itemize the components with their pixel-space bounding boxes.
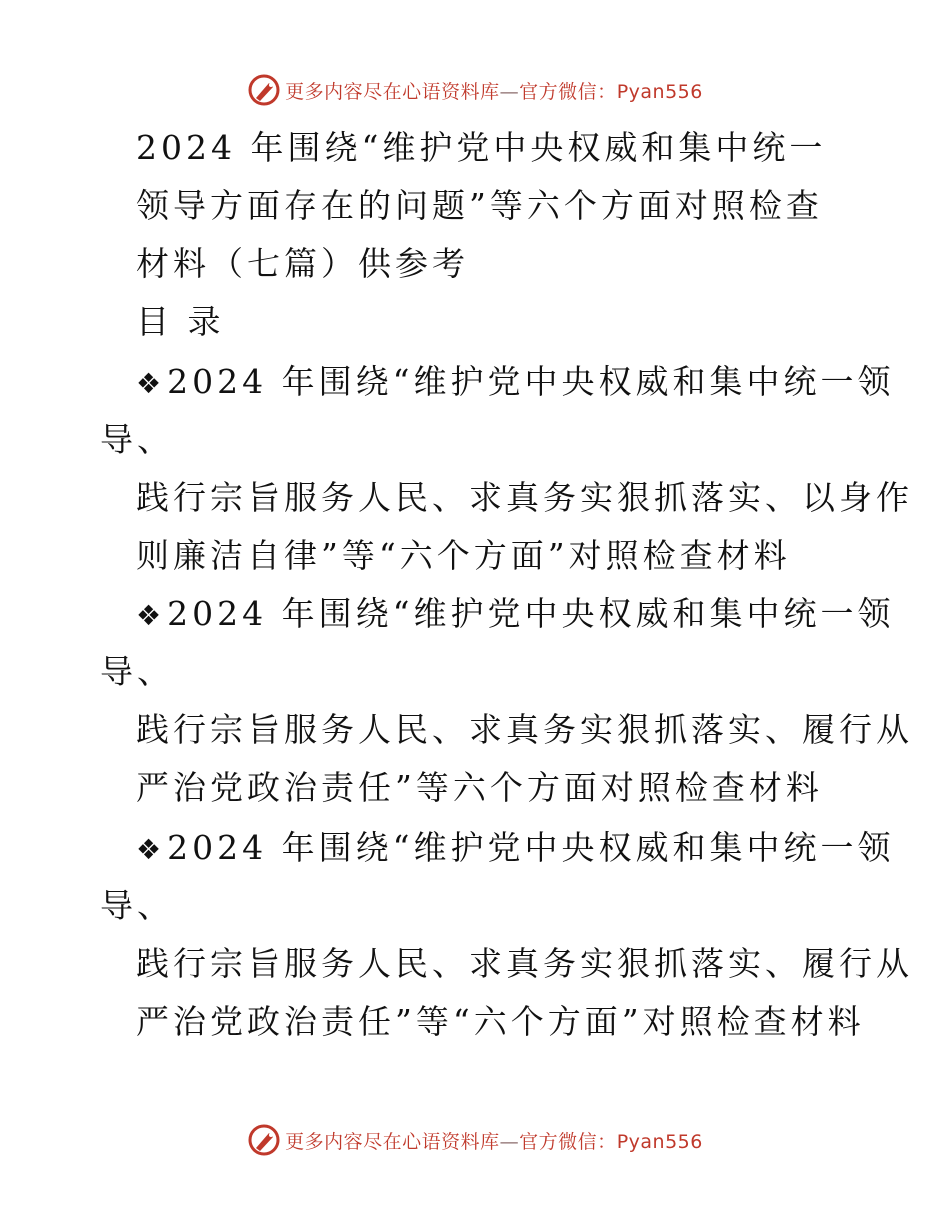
doc-title-line-3: 材料（七篇）供参考 [136, 244, 469, 283]
toc-entry-1-line-4: 则廉洁自律”等“六个方面”对照检查材料 [136, 536, 791, 575]
footer-watermark [0, 1120, 950, 1160]
bullet-diamond-icon: ❖ [136, 833, 166, 866]
toc-entry-2-line-4: 严治党政治责任”等六个方面对照检查材料 [136, 768, 823, 807]
bullet-diamond-icon: ❖ [136, 599, 166, 632]
bullet-diamond-icon: ❖ [136, 367, 166, 400]
toc-entry-1-line-1: ❖2024 年围绕“维护党中央权威和集中统一领 [136, 362, 895, 401]
pen-logo-icon [247, 73, 281, 107]
doc-title-line-1: 2024 年围绕“维护党中央权威和集中统一 [136, 128, 827, 167]
toc-entry-3-line-1: ❖2024 年围绕“维护党中央权威和集中统一领 [136, 828, 895, 867]
watermark-text: 更多内容尽在心语资料库—官方微信：Pyan556 [285, 80, 703, 103]
header-watermark [0, 70, 950, 110]
toc-entry-1-line-3: 践行宗旨服务人民、求真务实狠抓落实、以身作 [136, 478, 913, 517]
toc-heading: 目 录 [136, 302, 225, 341]
toc-entry-3-line-2: 导、 [100, 886, 174, 925]
toc-entry-3-line-3: 践行宗旨服务人民、求真务实狠抓落实、履行从 [136, 944, 913, 983]
toc-entry-2-line-3: 践行宗旨服务人民、求真务实狠抓落实、履行从 [136, 710, 913, 749]
doc-title-line-2: 领导方面存在的问题”等六个方面对照检查 [136, 186, 823, 225]
watermark-text: 更多内容尽在心语资料库—官方微信：Pyan556 [285, 1130, 703, 1153]
toc-entry-3-line-4: 严治党政治责任”等“六个方面”对照检查材料 [136, 1002, 865, 1041]
toc-entry-2-line-1: ❖2024 年围绕“维护党中央权威和集中统一领 [136, 594, 895, 633]
toc-entry-2-line-2: 导、 [100, 652, 174, 691]
pen-logo-icon [247, 1123, 281, 1157]
toc-entry-1-line-2: 导、 [100, 420, 174, 459]
